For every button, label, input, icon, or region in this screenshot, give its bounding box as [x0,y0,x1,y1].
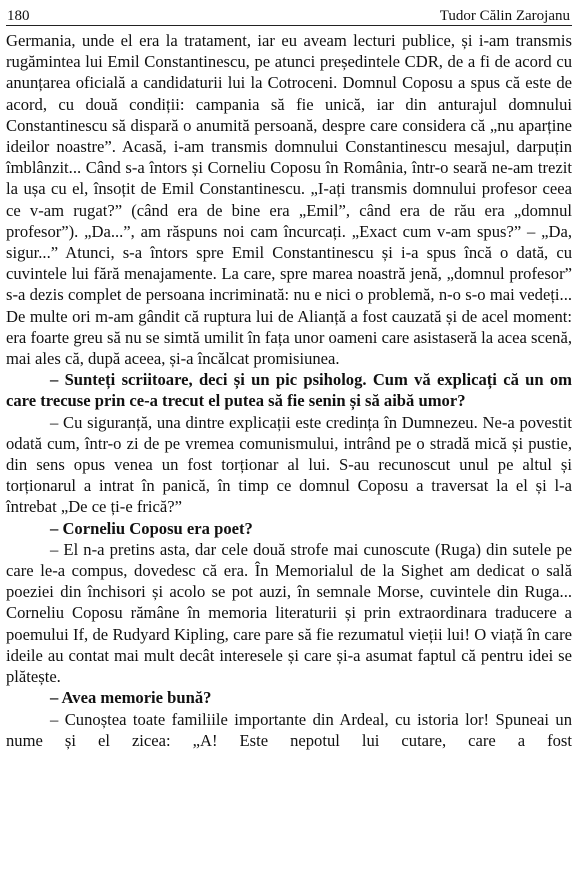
interview-question: – Avea memorie bună? [50,688,212,708]
interview-question: – Corneliu Coposu era poet? [50,518,253,538]
paragraph-continuation: Germania, unde el era la tratament, iar eu aveam lecturi publice, și i-am transmis rugămintea lui Emil Constantinescu, pe atunci președintele CDR, de a fi de acord cu anunțarea oficială a candidaturii lui la Cotroceni. Domnul Coposu a spus că este de acord, cu două condiții: campania să fie unică, iar din anturajul domnului Constantinescu să dispară o anumită persoană, despre care considera că „nu aparține ideilor noastre”. Acasă, i-am transmis domnului Constantinescu mesajul, darpuțin îmblânzit... Când s-a întors și Corneliu Coposu în România, într-o seară ne-am trezit la ușa cu el, însoțit de Emil Constantinescu. „I-ați transmis domnului profesor ceea ce v-am rugat?” (când era de bine era „Emil”, când era de rău era „domnul profesor”). „Da...”, am răspuns noi cam încurcați. „Exact cum v-am spus?” – „Da, sigur...” Atunci, s-a întors spre Emil Constantinescu și i-a spus încă o dată, cu cuvintele lui fără menajamente. La care, spre marea noastră jenă, „domnul profesor” s-a dezis complet de persoana incriminată: nu e nici o problemă, n-o s-o mai vedeți... De multe ori m-am gândit că ruptura lui de Alianță a fost cauzată și de acel moment: era foarte greu să nu se simtă umilit în fața unor oameni care asistaseră la acea scenă, mai ales că, după aceea, și-a încălcat promisiunea. [6,31,572,369]
page-header [6,0,572,26]
interview-answer: – El n-a pretins asta, dar cele două strofe mai cunoscute (Ruga) din sutele pe care le-a compus, dovedesc că era. În Memorialul de la Sighet am dedicat o sală poeziei din închisori și acolo se pot auzi, în semnale Morse, cuvintele din Ruga... Corneliu Coposu rămâne în memoria literaturii și prin extraordinara traducere a poemului If, de Rudyard Kipling, care pare să fie rezumatul vieții lui! O viață în care ideile au contat mai mult decât interesele și care și-a asumat faptul că pentru idei se plătește. [6,539,572,687]
interview-answer: – Cu siguranță, una dintre explicații este credința în Dumnezeu. Ne-a povestit odată cum, într-o zi de pe vremea comunismului, intrând pe o stradă mică și pustie, din sens opus venea un fost torționar al lui. S-au recunoscut unul pe altul și torționarul a intrat în panică, în timp ce domnul Coposu a traversat la el și l-a întrebat „De ce ți-e frică?” [6,412,572,517]
interview-question: – Sunteți scriitoare, deci și un pic psiholog. Cum vă explicați că un om care trecuse prin ce-a trecut el putea să fie senin și să aibă umor? [6,370,572,411]
page-body [6,30,572,751]
interview-answer: – Cunoștea toate familiile importante din Ardeal, cu istoria lor! Spuneai un nume și el zicea: „A! Este nepotul lui cutare, care a fost [6,709,572,750]
running-title: Tudor Călin Zarojanu [439,8,570,24]
page-number: 180 [7,8,30,24]
